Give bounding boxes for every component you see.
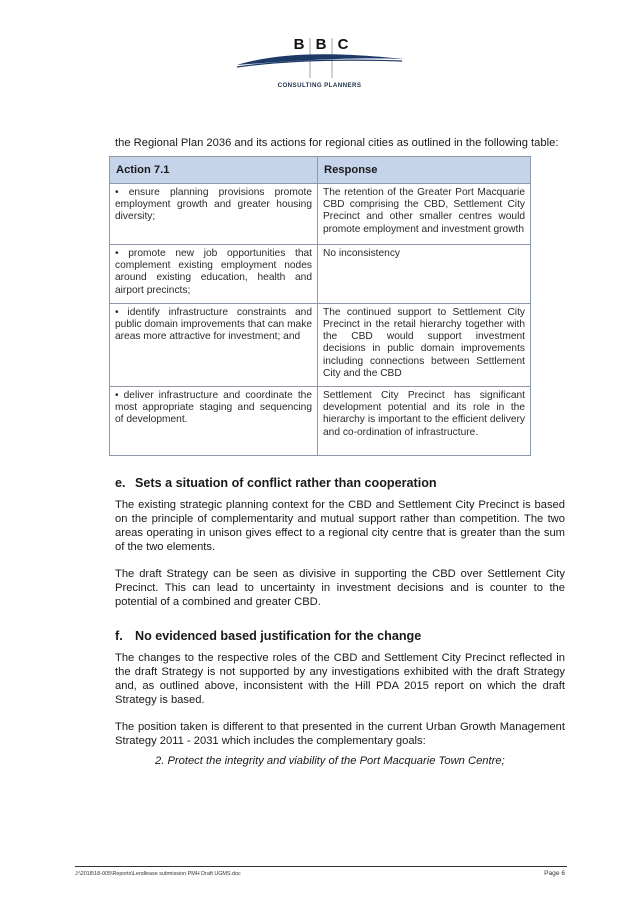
table-cell-action: • promote new job opportunities that complement existing employment nodes around existing education, health and airport precincts; — [110, 245, 318, 304]
document-body — [115, 136, 565, 768]
bbc-logo — [232, 34, 407, 94]
table-row — [110, 303, 531, 386]
section-e-title: Sets a situation of conflict rather than cooperation — [135, 476, 437, 491]
section-f-quote: 2. Protect the integrity and viability of the Port Macquarie Town Centre; — [155, 755, 505, 768]
intro-paragraph: the Regional Plan 2036 and its actions for regional cities as outlined in the following table: — [115, 137, 559, 149]
table-cell-action: • deliver infrastructure and coordinate the most appropriate staging and sequencing of development. — [110, 387, 318, 456]
action-response-table — [109, 156, 531, 456]
table-cell-action: • ensure planning provisions promote employment growth and greater housing diversity; — [110, 184, 318, 245]
section-f-heading — [115, 629, 565, 644]
footer-page-number: Page 6 — [544, 870, 565, 877]
table-row — [110, 387, 531, 456]
logo-subtitle: CONSULTING PLANNERS — [277, 82, 362, 89]
table-cell-response: The retention of the Greater Port Macquarie CBD comprising the CBD, Settlement City Precinct and other smaller centres would promote employment and investment growth — [318, 184, 531, 245]
logo-letter: B — [293, 36, 305, 53]
table-row — [110, 245, 531, 304]
section-f-title: No evidenced based justification for the change — [135, 629, 422, 644]
section-f-paragraph-1: The changes to the respective roles of the CBD and Settlement City Precinct reflected in the draft Strategy is not supported by any investigations exhibited with the draft Strategy and, as outlined above, inconsistent with the Hill PDA 2015 report on which the draft Strategy is based. — [115, 652, 565, 707]
table-row — [110, 184, 531, 245]
table-cell-action: • identify infrastructure constraints and public domain improvements that can make areas more attractive for investment; and — [110, 303, 318, 386]
footer-file-path: J:\2018\18-005\Reports\Lendlease submission PMH Draft UGMS.doc — [75, 871, 241, 877]
table-cell-response: No inconsistency — [318, 245, 531, 304]
section-f-paragraph-2: The position taken is different to that presented in the current Urban Growth Management Strategy 2011 - 2031 which includes the complementary goals: — [115, 721, 565, 748]
section-f-label: f. — [115, 629, 123, 644]
section-e-paragraph-2: The draft Strategy can be seen as divisive in supporting the CBD over Settlement City Precinct. This can lead to uncertainty in investment decisions and is counter to the potential of a combined and greater CBD. — [115, 568, 565, 609]
table-cell-response: The continued support to Settlement City Precinct in the retail hierarchy together with the CBD would support investment decisions in public domain improvements including connections between Settlement City and the CBD — [318, 303, 531, 386]
section-e-heading — [115, 476, 565, 491]
table-header-action: Action 7.1 — [110, 157, 318, 184]
section-e-label: e. — [115, 476, 126, 491]
table-header-response: Response — [318, 157, 531, 184]
table-cell-response: Settlement City Precinct has significant development potential and its role in the hierarchy is important to the efficient delivery and co-ordination of infrastructure. — [318, 387, 531, 456]
logo-letter: B — [315, 36, 327, 53]
section-e-paragraph-1: The existing strategic planning context for the CBD and Settlement City Precinct is based on the principle of complementarity and mutual support rather than competition. The two areas operating in unison gives effect to a regional city centre that is greater than the sum of the two elements. — [115, 499, 565, 554]
table-header-row — [110, 157, 531, 184]
footer-divider — [75, 866, 567, 867]
logo-letter: C — [337, 36, 349, 53]
